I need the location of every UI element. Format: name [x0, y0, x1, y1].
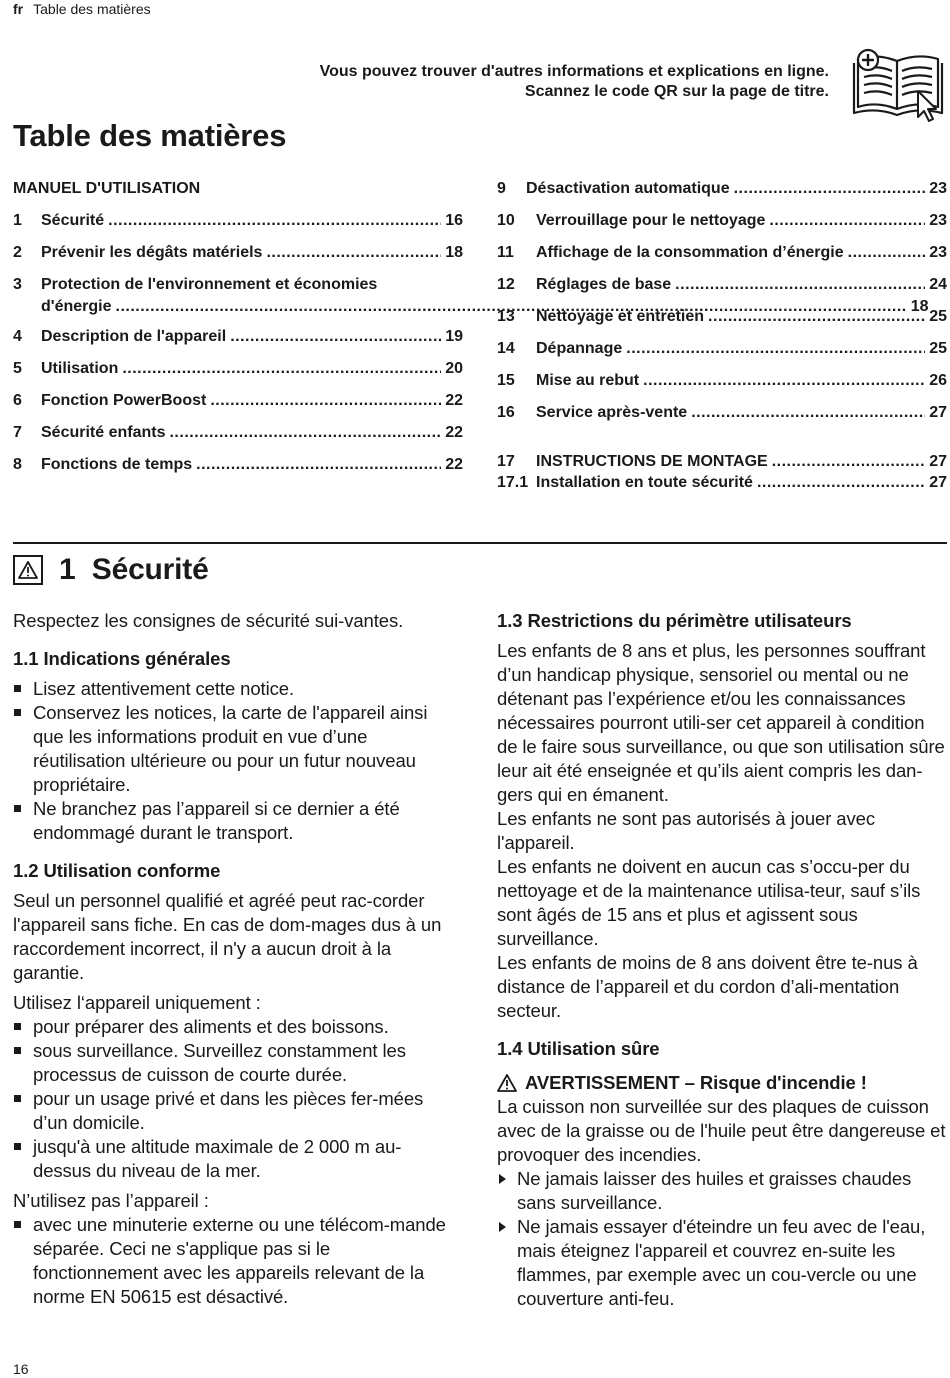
toc-entry-label: Réglages de base — [536, 276, 672, 293]
toc-entry[interactable] — [497, 338, 947, 370]
toc-entry-number: 11 — [497, 244, 514, 261]
toc-entry[interactable] — [13, 358, 463, 390]
toc-entry-number: 6 — [13, 392, 22, 409]
toc-entry-label: INSTRUCTIONS DE MONTAGE — [536, 453, 768, 470]
toc-entry-page: 25 — [929, 308, 947, 325]
section-number: 1 — [59, 553, 76, 586]
toc-entry-label: Nettoyage et entretien — [536, 308, 705, 325]
toc-entry-number: 4 — [13, 328, 22, 345]
toc-entry-label: Mise au rebut — [536, 372, 640, 389]
fire-safety-list — [497, 1167, 947, 1311]
toc-entry[interactable] — [497, 274, 947, 306]
toc-entry-page: 23 — [929, 244, 947, 261]
toc-entry-page: 22 — [445, 424, 463, 441]
paragraph: Les enfants ne sont pas autorisés à jouer avec l'appareil. — [497, 808, 875, 853]
warning-heading — [497, 1071, 947, 1095]
toc-entry-label: Protection de l'environnement et économies — [41, 276, 378, 293]
list-item: avec une minuterie externe ou une télécom-mande séparée. Ceci ne s'applique pas si le fonctionnement avec les appareils relevant de la norme EN 50615 est désactivé. — [13, 1213, 459, 1309]
toc-entry-page: 24 — [929, 276, 947, 293]
toc-entry-number: 13 — [497, 308, 515, 325]
warning-triangle-icon — [13, 555, 43, 585]
toc-leader-dots — [210, 390, 441, 412]
toc-leader-dots — [675, 274, 925, 296]
toc-entry[interactable] — [13, 422, 463, 454]
paragraph: La cuisson non surveillée sur des plaques de cuisson avec de la graisse ou de l'huile peut être dangereuse et provoquer des incendies. — [497, 1096, 946, 1165]
toc-leader-dots — [848, 242, 926, 264]
toc-entry-number: 2 — [13, 244, 22, 261]
list-item: sous surveillance. Surveillez constamment les processus de cuisson de courte durée. — [13, 1039, 459, 1087]
toc-entry-label: Verrouillage pour le nettoyage — [536, 212, 766, 229]
toc-entry-page: 20 — [445, 360, 463, 377]
toc-entry-page: 18 — [910, 298, 929, 315]
paragraph: Les enfants de 8 ans et plus, les personnes souffrant d’un handicap physique, sensoriel ou mental ou ne détenant pas l’expérience et/ou les connaissances nécessaires pourront utili-ser cet appareil à condition de le faire sous surveillance, ou que son utilisation sûre leur ait été enseignée et qu’ils aient compris les dan-gers qui en émanent. — [497, 640, 945, 805]
toc-entry-number: 5 — [13, 360, 22, 377]
toc-heading: MANUEL D'UTILISATION — [13, 180, 201, 197]
toc-entry-label: Sécurité — [41, 212, 105, 229]
toc-entry-label: Fonction PowerBoost — [41, 392, 207, 409]
subsection-heading-1-4: 1.4 Utilisation sûre — [497, 1038, 660, 1059]
toc-leader-dots — [643, 370, 925, 392]
list-item: Ne jamais essayer d'éteindre un feu avec de l'eau, mais éteignez l'appareil et couvrez en-suite les flammes, par exemple avec un cou-vercle ou une couverture anti-feu. — [497, 1215, 947, 1311]
toc-entry-page: 26 — [929, 372, 947, 389]
toc-entry-page: 19 — [445, 328, 463, 345]
subsection-heading-1-1: 1.1 Indications générales — [13, 648, 231, 669]
toc-entry-number: 15 — [497, 372, 515, 389]
toc-entry[interactable] — [497, 242, 947, 274]
warning-triangle-icon — [497, 1074, 517, 1092]
toc-entry-number: 9 — [497, 180, 506, 197]
intended-use-list — [13, 1015, 459, 1183]
subsection-heading-1-2: 1.2 Utilisation conforme — [13, 860, 221, 881]
toc-entry[interactable] — [497, 306, 947, 338]
toc-entry[interactable] — [497, 402, 947, 434]
toc-entry-label: Dépannage — [536, 340, 623, 357]
prohibited-use-list — [13, 1213, 459, 1309]
toc-leader-dots — [769, 210, 925, 232]
toc-entry-number: 1 — [13, 212, 22, 229]
toc-entry[interactable] — [13, 326, 463, 358]
toc-entry[interactable] — [497, 178, 947, 210]
toc-entry[interactable] — [13, 454, 463, 486]
toc-entry-page: 25 — [929, 340, 947, 357]
toc-leader-dots — [626, 338, 925, 360]
toc-leader-dots — [772, 451, 926, 473]
warning-text: AVERTISSEMENT – Risque d'incendie ! — [525, 1072, 867, 1093]
toc-entry-number: 10 — [497, 212, 515, 229]
toc-entry-page: 16 — [445, 212, 463, 229]
toc-leader-dots — [230, 326, 441, 348]
paragraph: Les enfants de moins de 8 ans doivent être te-nus à distance de l’appareil et du cordon d’ali-mentation secteur. — [497, 952, 918, 1021]
list-item: pour préparer des aliments et des boissons. — [13, 1015, 459, 1039]
toc-entry-number: 17 — [497, 453, 515, 470]
toc-entry-page: 22 — [445, 392, 463, 409]
page-number: 16 — [13, 1361, 29, 1377]
right-text-column — [497, 609, 947, 1311]
toc-entry-page: 27 — [929, 453, 947, 470]
toc-entry-label: Sécurité enfants — [41, 424, 166, 441]
toc-leader-dots — [734, 178, 926, 200]
list-item: Conservez les notices, la carte de l'appareil ainsi que les informations produit en vue d’une réutilisation ultérieure ou pour un futur nouveau propriétaire. — [13, 701, 459, 797]
toc-entry-label: Service après-vente — [536, 404, 688, 421]
intro-paragraph: Respectez les consignes de sécurité sui-vantes. — [13, 610, 404, 631]
toc-right-column — [497, 178, 947, 493]
toc-entry-page: 27 — [929, 474, 947, 491]
paragraph: Seul un personnel qualifié et agréé peut rac-corder l'appareil sans fiche. En cas de dom-mages dus à un raccordement incorrect, il n'y a aucun droit à la garantie. — [13, 890, 442, 983]
toc-entry-label: Prévenir les dégâts matériels — [41, 244, 263, 261]
paragraph: Les enfants ne doivent en aucun cas s’occu-per du nettoyage et de la maintenance utilisa-teur, sauf s’ils sont âgés de 15 ans et plus et agissent sous surveillance. — [497, 856, 921, 949]
toc-entry-number: 3 — [13, 276, 22, 293]
list-item: Lisez attentivement cette notice. — [13, 677, 459, 701]
toc-entry[interactable] — [497, 472, 947, 493]
toc-entry-number: 14 — [497, 340, 515, 357]
running-header — [13, 1, 151, 17]
section-heading — [13, 553, 209, 587]
toc-entry[interactable] — [497, 370, 947, 402]
toc-entry-page: 18 — [445, 244, 463, 261]
toc-entry[interactable] — [13, 390, 463, 422]
toc-entry-label: Installation en toute sécurité — [536, 474, 753, 491]
general-indications-list — [13, 677, 459, 845]
section-title-text: Sécurité — [91, 553, 209, 586]
section-divider — [13, 542, 947, 544]
toc-entry-label: Affichage de la consommation d’énergie — [536, 244, 844, 261]
toc-entry-page: 22 — [445, 456, 463, 473]
list-item: jusqu'à une altitude maximale de 2 000 m au-dessus du niveau de la mer. — [13, 1135, 459, 1183]
toc-entry-page: 23 — [929, 212, 947, 229]
toc-entry-number: 12 — [497, 276, 515, 293]
toc-entry-label: Désactivation automatique — [526, 180, 730, 197]
left-text-column — [13, 609, 459, 1309]
toc-entry-label: Fonctions de temps — [41, 456, 193, 473]
toc-entry-number: 16 — [497, 404, 515, 421]
subsection-heading-1-3: 1.3 Restrictions du périmètre utilisateurs — [497, 610, 852, 631]
toc-entry-number: 8 — [13, 456, 22, 473]
toc-entry-number: 17.1 — [497, 474, 529, 491]
toc-leader-dots — [122, 358, 441, 380]
toc-leader-dots — [691, 402, 925, 424]
toc-entry[interactable] — [13, 242, 463, 274]
toc-leader-dots — [757, 472, 925, 494]
toc-leader-dots — [108, 210, 441, 232]
toc-entry[interactable] — [497, 210, 947, 242]
list-item: Ne branchez pas l’appareil si ce dernier a été endommagé durant le transport. — [13, 797, 459, 845]
intro-note: Vous pouvez trouver d'autres informations et explications en ligne. Scannez le code QR sur la page de titre. — [319, 63, 829, 100]
toc-title: Table des matières — [13, 118, 287, 153]
toc-leader-dots — [266, 242, 441, 264]
list-item: Ne jamais laisser des huiles et graisses chaudes sans surveillance. — [497, 1167, 947, 1215]
toc-entry[interactable] — [13, 210, 463, 242]
paragraph: N’utilisez pas l’appareil : — [13, 1190, 209, 1211]
toc-entry-label-continued: d'énergie — [41, 298, 112, 315]
toc-entry-page: 27 — [929, 404, 947, 421]
toc-entry-number: 7 — [13, 424, 22, 441]
header-section: Table des matières — [33, 1, 151, 17]
toc-entry-label: Description de l'appareil — [41, 328, 227, 345]
paragraph: Utilisez l‘appareil uniquement : — [13, 992, 261, 1013]
list-item: pour un usage privé et dans les pièces fer-mées d’un domicile. — [13, 1087, 459, 1135]
toc-entry-label: Utilisation — [41, 360, 119, 377]
toc-entry-page: 23 — [929, 180, 947, 197]
open-book-info-icon — [852, 45, 944, 123]
language-code: fr — [13, 1, 24, 17]
toc-leader-dots — [169, 422, 441, 444]
toc-leader-dots — [708, 306, 925, 328]
toc-leader-dots — [196, 454, 441, 476]
toc-entry[interactable] — [497, 451, 947, 472]
section-title — [59, 553, 209, 587]
